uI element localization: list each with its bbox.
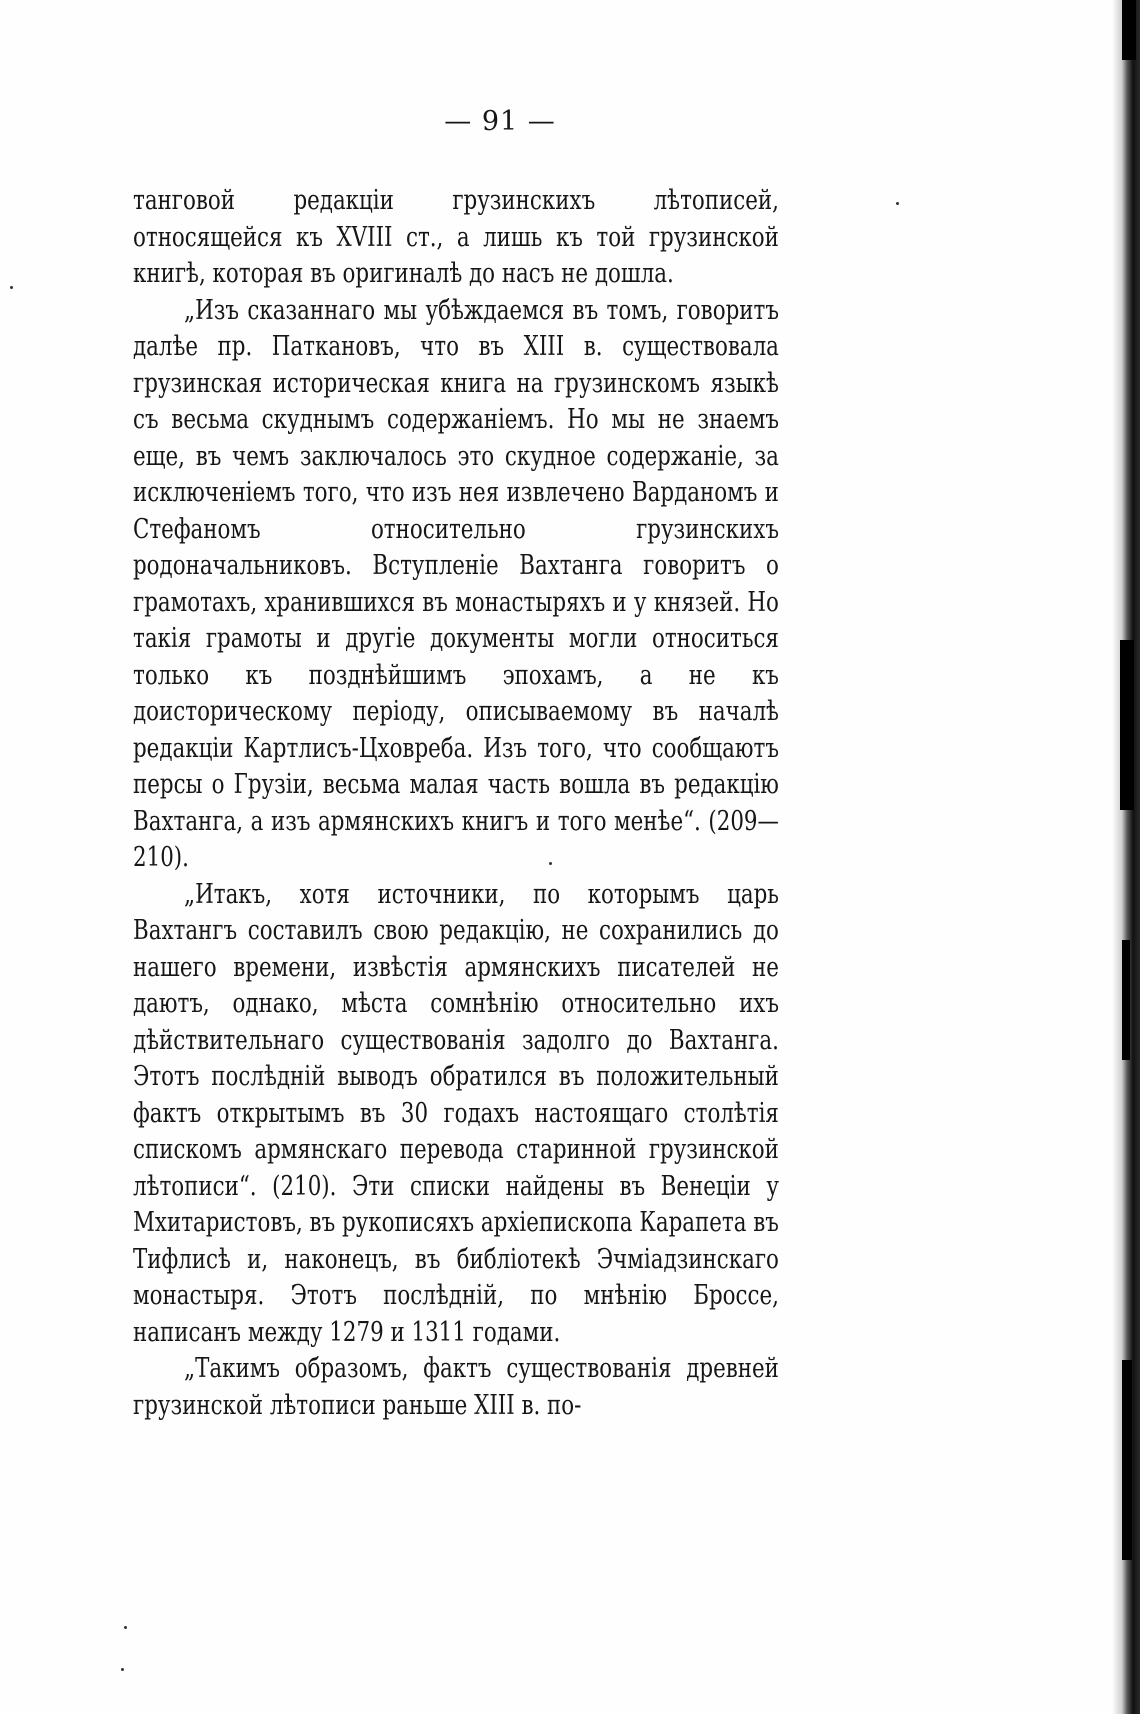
scan-speck	[10, 286, 13, 289]
scan-speck	[121, 1668, 124, 1671]
binding-smudge	[1120, 640, 1134, 810]
binding-smudge	[1122, 1360, 1132, 1560]
scan-speck	[124, 1626, 127, 1629]
binding-smudge	[1122, 940, 1130, 1060]
paragraph-patkanov-quote: „Изъ сказаннаго мы убѣждаемся въ томъ, говоритъ далѣе пр. Паткановъ, что въ XIII в. существовала грузинская историческая книга на грузинскомъ языкѣ съ весьма скуднымъ содержаніемъ. Но мы не знаемъ еще, въ чемъ заключалось это скудное содержаніе, за исключеніемъ того, что изъ нея извлечено Варданомъ и Стефаномъ относительно грузинскихъ родоначальниковъ. Вступленіе Вахтанга говоритъ о грамотахъ, хранившихся въ монастыряхъ и у князей. Но такія грамоты и другіе документы могли относиться только къ позднѣйшимъ эпохамъ, а не къ доисторическому періоду, описываемому въ началѣ редакціи Картлисъ-Цховреба. Изъ того, что сообщаютъ персы о Грузіи, весьма малая часть вошла въ редакцію Вахтанга, а изъ армянскихъ книгъ и того менѣе“. (209—210).	[133, 294, 779, 873]
paragraph-sources: „Итакъ, хотя источники, по которымъ царь Вахтангъ составилъ свою редакцію, не сохранились до нашего времени, извѣстія армянскихъ писателей не даютъ, однако, мѣста сомнѣнію относительно ихъ дѣйствительнаго существованія задолго до Вахтанга. Этотъ послѣдній выводъ обратился въ положительный фактъ открытымъ въ 30 годахъ настоящаго столѣтія спискомъ армянскаго перевода старинной грузинской лѣтописи“. (210). Эти списки найдены въ Венеціи у Мхитаристовъ, въ рукописяхъ архіепископа Карапета въ Тифлисѣ и, наконецъ, въ библіотекѣ Эчміадзинскаго монастыря. Этотъ послѣдній, по мнѣнію Броссе, написанъ между 1279 и 1311 годами.	[133, 878, 779, 1348]
binding-smudge	[1122, 0, 1136, 60]
body-text	[133, 183, 779, 1424]
paragraph-conclusion: „Такимъ образомъ, фактъ существованія древней грузинской лѣтописи раньше XIII в. по-	[133, 1353, 779, 1421]
scan-speck	[549, 862, 552, 865]
scan-speck	[896, 202, 899, 205]
paragraph-continuation: танговой редакціи грузинскихъ лѣтописей, относящейся къ XVIII ст., а лишь къ той грузинской книгѣ, которая въ оригиналѣ до насъ не дошла.	[133, 185, 779, 289]
page-number: — 91 —	[444, 106, 556, 137]
